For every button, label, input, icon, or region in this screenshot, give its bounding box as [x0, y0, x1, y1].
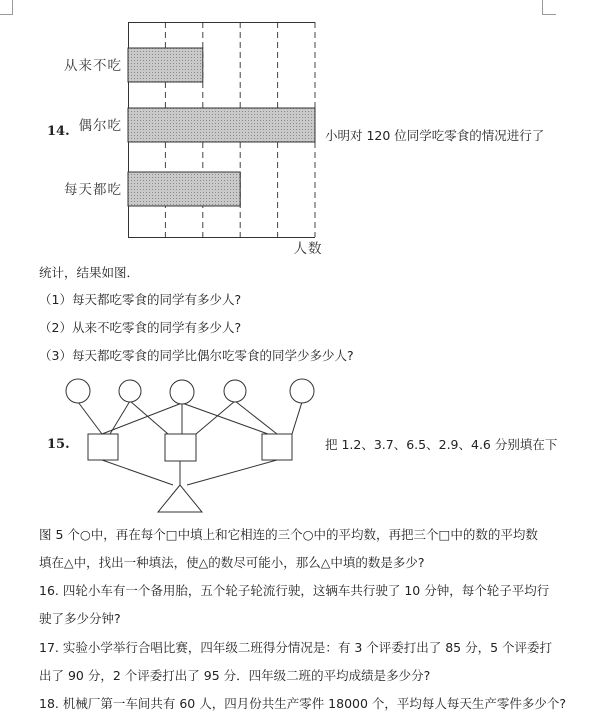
q14-bar-chart — [50, 0, 323, 260]
q14-intro-right: 小明对 120 位同学吃零食的情况进行了 — [325, 128, 545, 143]
question-14-number: 14. — [47, 124, 70, 139]
crop-mark-top-right-h — [542, 14, 556, 15]
q15-intro-right: 把 1.2、3.7、6.5、2.9、4.6 分别填在下 — [325, 437, 558, 452]
q16-line-1: 16. 四轮小车有一个备用胎，五个轮子轮流行驶，这辆车共行驶了 10 分钟，每个轮子平均行 — [39, 583, 550, 598]
chart-category-label-1: 偶尔吃 — [78, 118, 122, 134]
q14-intro-continued: 统计，结果如图． — [39, 265, 140, 280]
q14-sub-question-1: （1）每天都吃零食的同学有多少人? — [39, 292, 242, 307]
diagram-triangle — [158, 485, 202, 512]
crop-mark-top-left — [12, 0, 13, 14]
q15-line-2: 填在△中，找出一种填法，使△的数尽可能小，那么△中填的数是多少? — [39, 555, 425, 570]
chart-bar-0 — [128, 48, 203, 82]
q17-line-2: 出了 90 分，2 个评委打出了 95 分．四年级二班的平均成绩是多少分? — [39, 668, 431, 683]
q18-line-1: 18. 机械厂第一车间共有 60 人，四月份共生产零件 18000 个，平均每人每天生产零件多少个? — [39, 696, 567, 711]
diagram-circle-2 — [119, 380, 141, 402]
crop-mark-top-right — [542, 0, 543, 14]
diagram-circle-4 — [224, 380, 246, 402]
diagram-circle-3 — [170, 380, 194, 404]
question-15-number: 15. — [47, 437, 70, 452]
q16-line-2: 驶了多少分钟? — [39, 611, 121, 626]
chart-bar-1 — [128, 108, 315, 142]
q15-line-1: 图 5 个○中，再在每个□中填上和它相连的三个○中的平均数，再把三个□中的数的平均数 — [39, 527, 538, 542]
q15-tree-diagram — [55, 375, 325, 515]
chart-x-axis-label: 人数 — [293, 241, 323, 257]
diagram-square-1 — [88, 434, 118, 460]
chart-bar-2 — [128, 172, 240, 206]
chart-category-label-0: 从来不吃 — [64, 58, 122, 74]
diagram-circle-1 — [66, 379, 90, 403]
q17-line-1: 17. 实验小学举行合唱比赛，四年级二班得分情况是：有 3 个评委打出了 85 分，5 个评委打 — [39, 640, 553, 655]
chart-category-label-2: 每天都吃 — [64, 182, 122, 198]
diagram-square-2 — [165, 434, 196, 461]
diagram-circle-5 — [290, 379, 314, 403]
crop-mark-top-left-h — [0, 14, 13, 15]
q14-sub-question-2: （2）从来不吃零食的同学有多少人? — [39, 320, 242, 335]
diagram-square-3 — [262, 434, 292, 460]
q14-sub-question-3: （3）每天都吃零食的同学比偶尔吃零食的同学少多少人? — [39, 348, 354, 363]
